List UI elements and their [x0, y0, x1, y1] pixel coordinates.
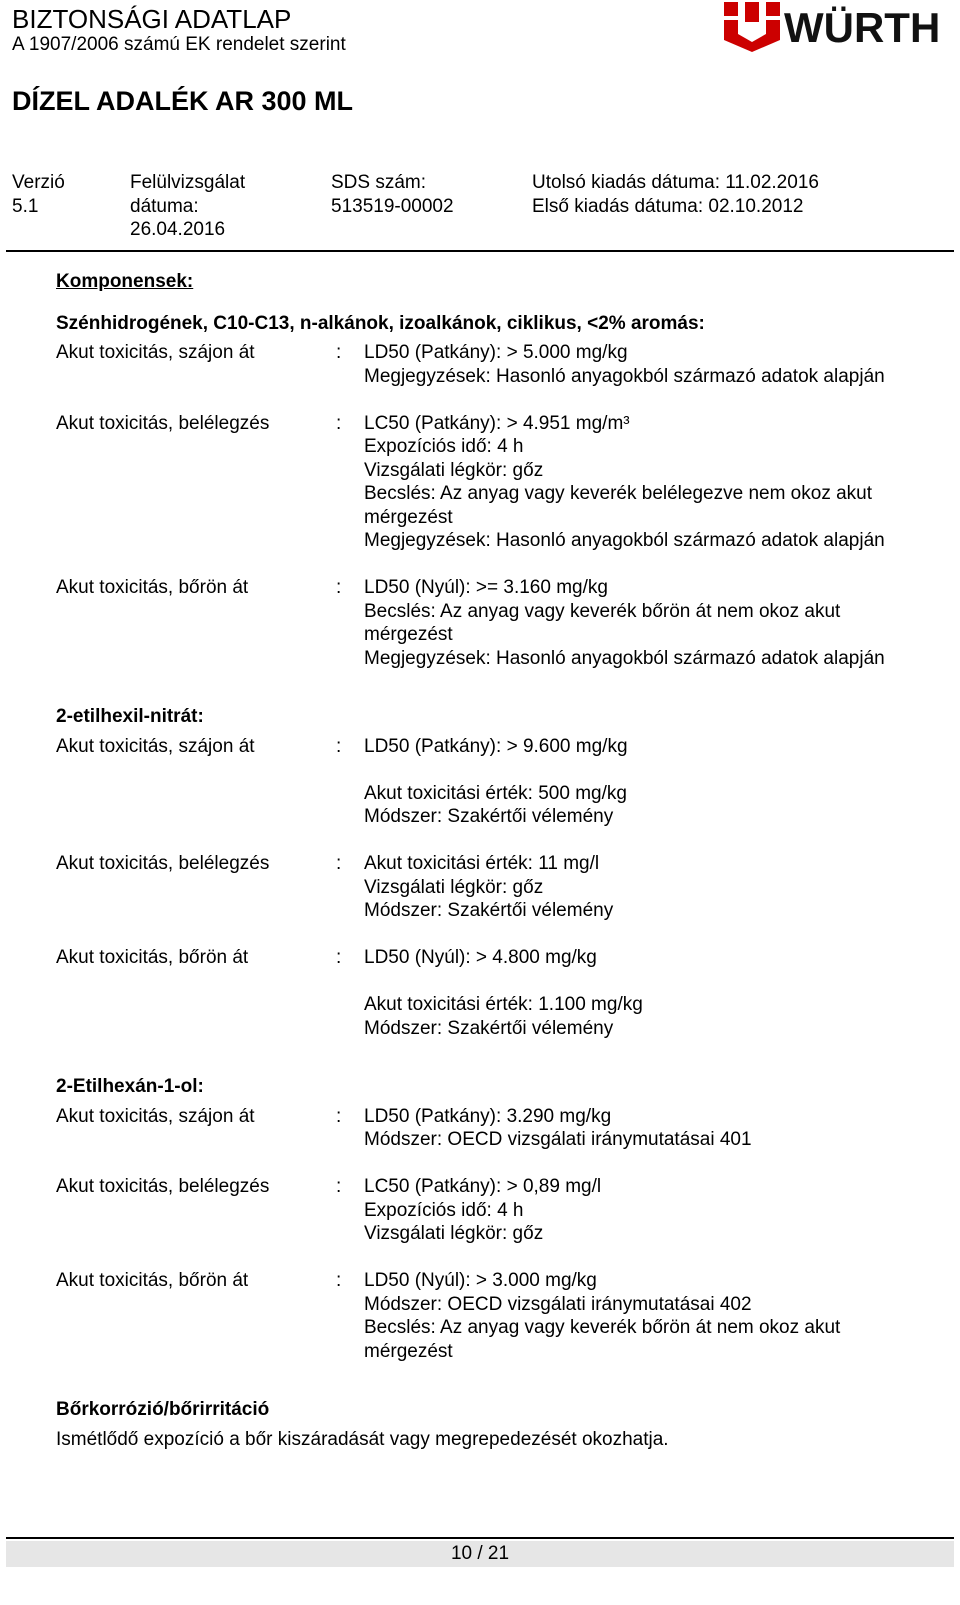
tox-entry-label: Akut toxicitás, bőrön át	[56, 1270, 249, 1291]
tox-entry-label: Akut toxicitás, belélegzés	[56, 412, 270, 434]
tox-entry-values	[364, 946, 936, 1040]
tox-line: Megjegyzések: Hasonló anyagokból származó adatok alapján	[364, 647, 885, 669]
header-divider	[6, 250, 954, 252]
tox-entry-values	[364, 735, 936, 829]
skin-corrosion-heading: Bőrkorrózió/bőrirritáció	[56, 1399, 270, 1420]
tox-line: mérgezést	[364, 506, 453, 528]
tox-line: LD50 (Nyúl): >= 3.160 mg/kg	[364, 577, 608, 598]
tox-line: Akut toxicitási érték: 1.100 mg/kg	[364, 994, 643, 1015]
tox-entry-label: Akut toxicitás, bőrön át	[56, 577, 249, 598]
tox-entry-values	[364, 341, 936, 388]
tox-line: Megjegyzések: Hasonló anyagokból származó adatok alapján	[364, 365, 885, 387]
version-value: 5.1	[12, 195, 39, 217]
tox-line: Módszer: Szakértői vélemény	[364, 900, 614, 921]
wurth-logo-text: WÜRTH	[784, 4, 941, 51]
tox-entry	[56, 1269, 936, 1363]
tox-line: LC50 (Patkány): > 4.951 mg/m³	[364, 412, 630, 434]
tox-line: Módszer: Szakértői vélemény	[364, 1017, 614, 1039]
tox-entry	[56, 412, 936, 553]
tox-line: Módszer: OECD vizsgálati iránymutatásai 402	[364, 1293, 752, 1315]
tox-entry	[56, 852, 936, 923]
tox-entry-label: Akut toxicitás, belélegzés	[56, 1176, 270, 1197]
regulation-subtitle: A 1907/2006 számú EK rendelet szerint	[12, 34, 346, 55]
tox-line: LD50 (Patkány): > 9.600 mg/kg	[364, 735, 628, 757]
tox-line: LD50 (Patkány): 3.290 mg/kg	[364, 1105, 612, 1127]
tox-line: Vizsgálati légkör: gőz	[364, 459, 544, 481]
tox-entry-label: Akut toxicitás, szájon át	[56, 1105, 255, 1127]
sds-label: SDS szám:	[331, 172, 427, 193]
tox-line: LC50 (Patkány): > 0,89 mg/l	[364, 1176, 602, 1197]
wurth-logo	[724, 2, 946, 52]
substance-name: 2-Etilhexán-1-ol:	[56, 1076, 204, 1097]
tox-line: Expozíciós idő: 4 h	[364, 1199, 524, 1221]
footer-divider	[6, 1537, 954, 1539]
colon: :	[336, 735, 342, 757]
tox-entry-values	[364, 576, 936, 670]
meta-issue-dates	[532, 171, 819, 218]
tox-line: LD50 (Patkány): > 5.000 mg/kg	[364, 342, 628, 363]
review-label-1: Felülvizsgálat	[130, 172, 246, 193]
substance-name: Szénhidrogének, C10-C13, n-alkánok, izoalkánok, ciklikus, <2% aromás:	[56, 312, 705, 334]
tox-entry-values	[364, 412, 936, 553]
tox-entry	[56, 1105, 936, 1152]
tox-line: mérgezést	[364, 1340, 453, 1362]
skin-corrosion-text: Ismétlődő expozíció a bőr kiszáradását vagy megrepedezését okozhatja.	[56, 1428, 669, 1450]
colon: :	[336, 947, 342, 968]
colon: :	[336, 853, 342, 874]
tox-entry-label: Akut toxicitás, szájon át	[56, 342, 255, 363]
tox-line: Expozíciós idő: 4 h	[364, 436, 524, 457]
tox-entry-values	[364, 1269, 936, 1363]
last-issue-date: Utolsó kiadás dátuma: 11.02.2016	[532, 172, 819, 193]
tox-line: Becslés: Az anyag vagy keverék bőrön át nem okoz akut	[364, 1317, 841, 1338]
tox-entry	[56, 946, 936, 1040]
first-issue-date: Első kiadás dátuma: 02.10.2012	[532, 195, 804, 217]
tox-entry-label: Akut toxicitás, belélegzés	[56, 853, 270, 874]
colon: :	[336, 577, 342, 598]
tox-line: Módszer: Szakértői vélemény	[364, 806, 614, 827]
tox-entry	[56, 576, 936, 670]
tox-entry	[56, 341, 936, 388]
sds-value: 513519-00002	[331, 195, 454, 217]
tox-entry	[56, 735, 936, 829]
tox-line: Vizsgálati légkör: gőz	[364, 876, 544, 898]
review-label-2: dátuma:	[130, 195, 199, 217]
tox-line: Módszer: OECD vizsgálati iránymutatásai 401	[364, 1129, 752, 1150]
tox-line: Akut toxicitási érték: 500 mg/kg	[364, 782, 627, 804]
colon: :	[336, 1105, 342, 1127]
wurth-logo-mark-icon	[724, 2, 780, 52]
tox-line: Akut toxicitási érték: 11 mg/l	[364, 853, 600, 874]
tox-line: Becslés: Az anyag vagy keverék belélegezve nem okoz akut	[364, 483, 873, 504]
meta-version	[12, 171, 65, 218]
tox-entry-label: Akut toxicitás, bőrön át	[56, 947, 249, 968]
tox-entry-label: Akut toxicitás, szájon át	[56, 735, 255, 757]
tox-entry-values	[364, 1105, 936, 1152]
tox-line: LD50 (Nyúl): > 3.000 mg/kg	[364, 1270, 597, 1291]
tox-entry	[56, 1175, 936, 1246]
tox-line: mérgezést	[364, 624, 453, 645]
substance-name: 2-etilhexil-nitrát:	[56, 706, 204, 727]
components-heading: Komponensek:	[56, 271, 194, 292]
colon: :	[336, 342, 342, 363]
version-label: Verzió	[12, 172, 65, 193]
meta-sds-number	[331, 171, 454, 218]
document-title: BIZTONSÁGI ADATLAP	[12, 4, 292, 34]
tox-entry-values	[364, 1175, 936, 1246]
colon: :	[336, 1176, 342, 1197]
tox-entry-values	[364, 852, 936, 923]
product-name: DÍZEL ADALÉK AR 300 ML	[12, 86, 354, 116]
tox-line: Becslés: Az anyag vagy keverék bőrön át nem okoz akut	[364, 600, 841, 622]
colon: :	[336, 412, 342, 434]
tox-line: Vizsgálati légkör: gőz	[364, 1223, 544, 1244]
tox-line: Megjegyzések: Hasonló anyagokból származó adatok alapján	[364, 530, 885, 551]
review-value: 26.04.2016	[130, 219, 226, 240]
meta-review-date	[130, 171, 245, 242]
page-number: 10 / 21	[450, 1543, 510, 1564]
tox-line: LD50 (Nyúl): > 4.800 mg/kg	[364, 947, 597, 968]
colon: :	[336, 1270, 342, 1291]
toxicity-content	[56, 270, 936, 1451]
